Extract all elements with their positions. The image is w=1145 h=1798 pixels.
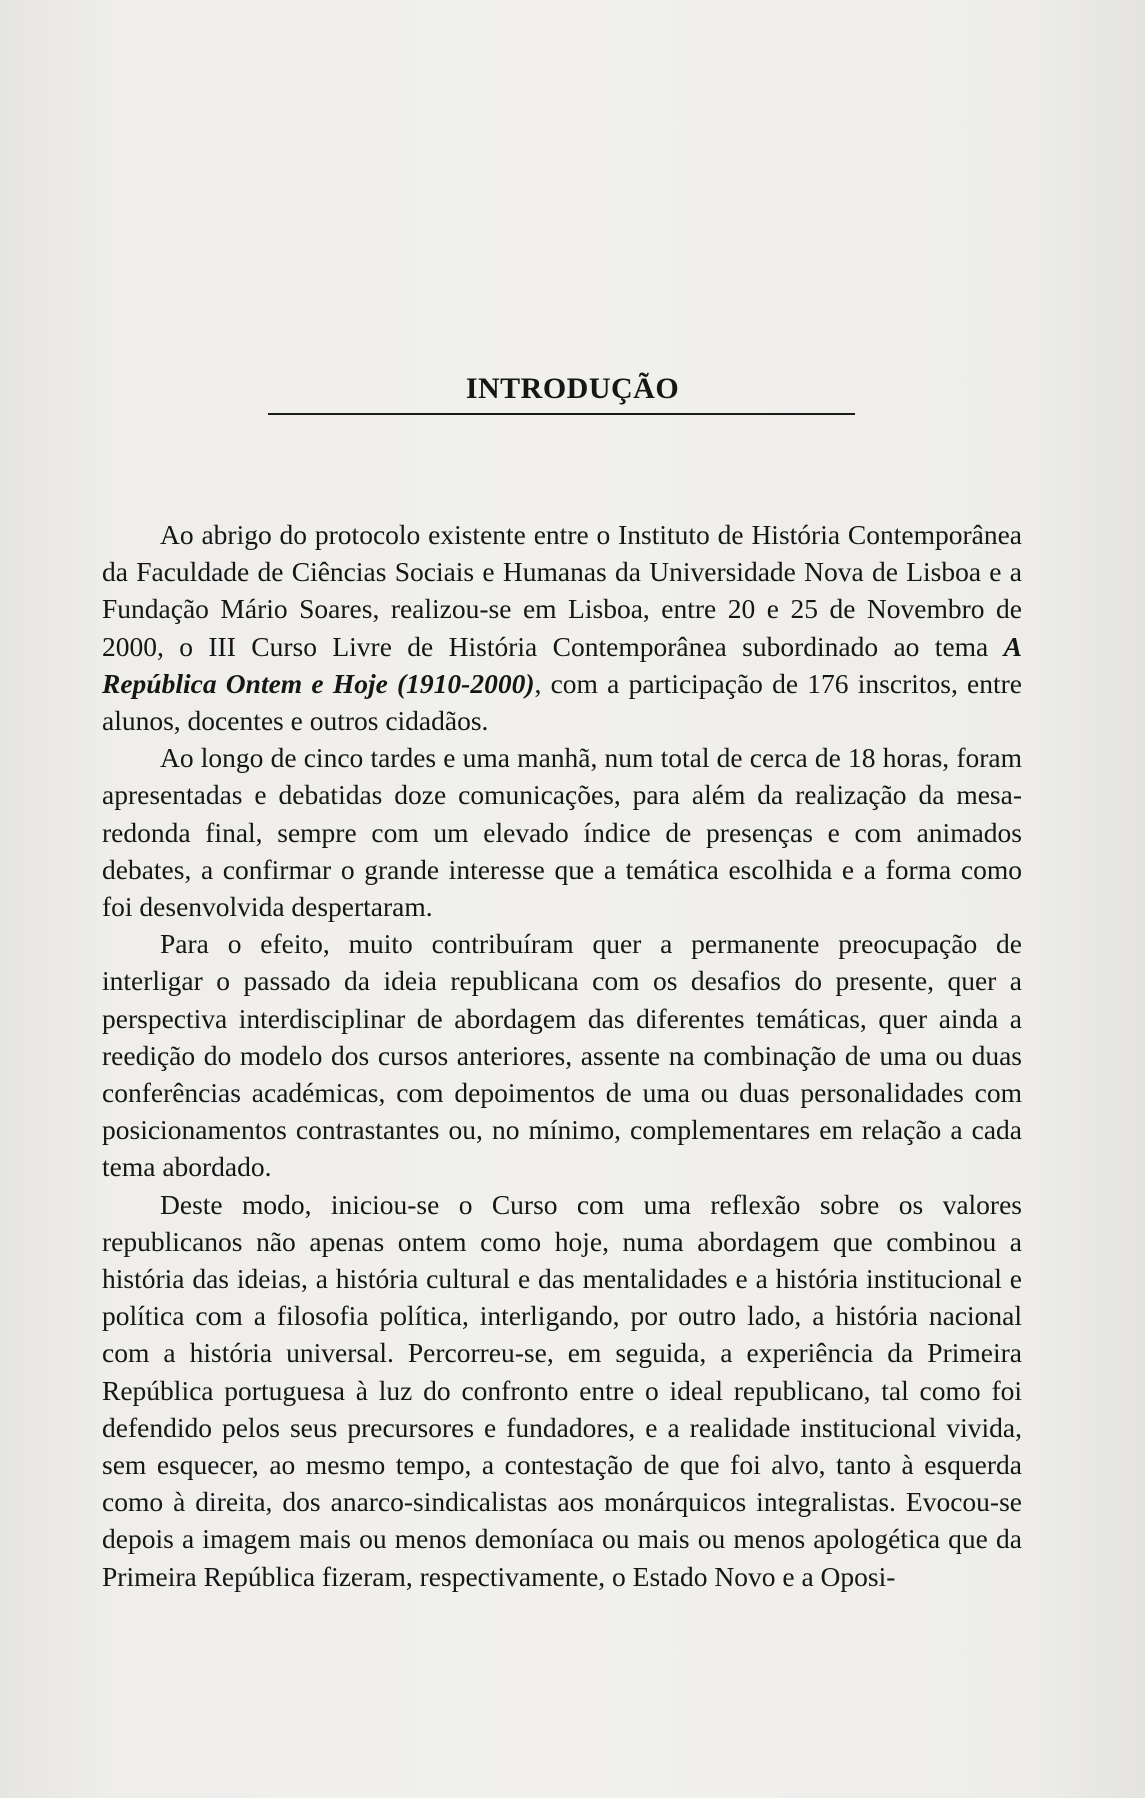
paragraph-1-text-start: Ao abrigo do protocolo existente entre o Instituto de História Contemporânea da Faculdade de Ciências Sociais e Humanas da Universidade Nova de Lisboa e a Fundação Mário Soares, realizou-se em Lisboa, entre 20 e 25 de Novembro de 2000, o III Curso Livre de História Contemporânea subordinado ao tema: [102, 519, 1022, 662]
paragraph-1-text-end: , com a participação de 176 inscritos, entre alunos, docentes e outros cidadãos.: [102, 667, 1023, 737]
page-title: INTRODUÇÃO: [465, 372, 680, 405]
course-theme-title: A República Ontem e Hoje (1910-2000): [102, 630, 1022, 699]
title-underline: [268, 413, 855, 415]
paragraph-4: Deste modo, iniciou-se o Curso com uma reflexão sobre os valores republicanos não apenas ontem como hoje, numa abordagem que combinou a história das ideias, a história cultural e das mentalidades e a história institucional e política com a filosofia política, interligando, por outro lado, a história nacional com a história universal. Percorreu-se, em seguida, a experiência da Primeira República portuguesa à luz do confronto entre o ideal republicano, tal como foi defendido pelos seus precursores e fundadores, e a realidade institucional vivida, sem esquecer, ao mesmo tempo, a contestação de que foi alvo, tanto à esquerda como à direita, dos anarco-sindicalistas aos monárquicos integralistas. Evocou-se depois a imagem mais ou menos demoníaca ou mais ou menos apologética que da Primeira República fizeram, respectivamente, o Estado Novo e a Oposi-: [102, 1188, 1022, 1592]
paragraph-2: Ao longo de cinco tardes e uma manhã, num total de cerca de 18 horas, foram apresentadas e debatidas doze comunicações, para além da realização da mesa-redonda final, sempre com um elevado índice de presenças e com animados debates, a confirmar o grande interesse que a temática escolhida e a forma como foi desenvolvida despertaram.: [102, 742, 1022, 923]
body-text: [102, 516, 1022, 1595]
paragraph-3: Para o efeito, muito contribuíram quer a permanente preocupação de interligar o passado da ideia republicana com os desafios do presente, quer a perspectiva interdisciplinar de abordagem das diferentes temáticas, quer ainda a reedição do modelo dos cursos anteriores, assente na combinação de uma ou duas conferências académicas, com depoimentos de uma ou duas personalidades com posicionamentos contrastantes ou, no mínimo, complementares em relação a cada tema abordado.: [102, 928, 1022, 1183]
paragraph-1: [102, 516, 1022, 739]
